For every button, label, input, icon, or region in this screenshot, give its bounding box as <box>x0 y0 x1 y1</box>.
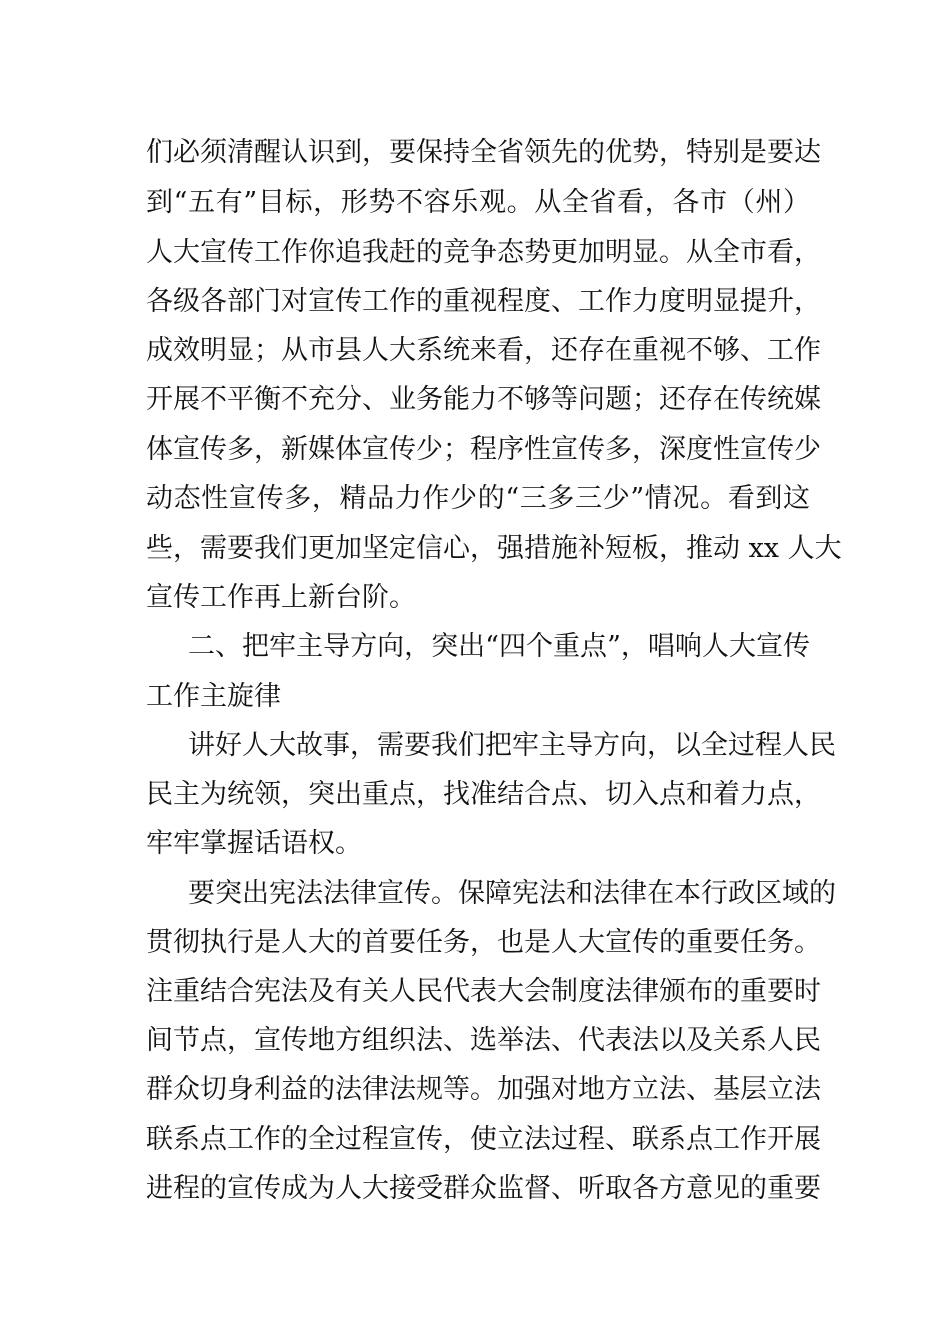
text-line-9: 些，需要我们更加坚定信心，强措施补短板，推动 xx 人大 <box>146 533 842 564</box>
text-line-17: 贯彻执行是人大的首要任务，也是人大宣传的重要任务。 <box>146 927 821 958</box>
text-line-7: 体宣传多，新媒体宣传少；程序性宣传多，深度性宣传少 <box>146 434 821 465</box>
text-line-19: 间节点，宣传地方组织法、选举法、代表法以及关系人民 <box>146 1025 821 1056</box>
text-line-1: 们必须清醒认识到，要保持全省领先的优势，特别是要达 <box>146 137 821 168</box>
text-line-4: 各级各部门对宣传工作的重视程度、工作力度明显提升， <box>146 286 821 317</box>
text-line-13: 讲好人大故事，需要我们把牢主导方向，以全过程人民 <box>188 730 836 761</box>
text-line-10: 宣传工作再上新台阶。 <box>146 582 416 613</box>
section-heading-line-2: 工作主旋律 <box>146 681 281 712</box>
text-line-22: 进程的宣传成为人大接受群众监督、听取各方意见的重要 <box>146 1173 821 1204</box>
text-line-8: 动态性宣传多，精品力作少的“三多三少”情况。看到这 <box>146 483 810 514</box>
text-line-21: 联系点工作的全过程宣传，使立法过程、联系点工作开展 <box>146 1124 821 1155</box>
text-line-16: 要突出宪法法律宣传。保障宪法和法律在本行政区域的 <box>188 878 836 909</box>
text-line-18: 注重结合宪法及有关人民代表大会制度法律颁布的重要时 <box>146 976 821 1007</box>
text-line-14: 民主为统领，突出重点，找准结合点、切入点和着力点， <box>146 779 821 810</box>
text-line-15: 牢牢掌握话语权。 <box>146 828 362 859</box>
text-line-3: 人大宣传工作你追我赶的竞争态势更加明显。从全市看， <box>146 237 821 268</box>
section-heading-line-1: 二、把牢主导方向，突出“四个重点”，唱响人大宣传 <box>188 631 810 662</box>
text-line-6: 开展不平衡不充分、业务能力不够等问题；还存在传统媒 <box>146 384 821 415</box>
text-line-2: 到“五有”目标，形势不容乐观。从全省看，各市（州） <box>146 187 810 218</box>
text-line-5: 成效明显；从市县人大系统来看，还存在重视不够、工作 <box>146 335 821 366</box>
text-line-20: 群众切身利益的法律法规等。加强对地方立法、基层立法 <box>146 1074 821 1105</box>
